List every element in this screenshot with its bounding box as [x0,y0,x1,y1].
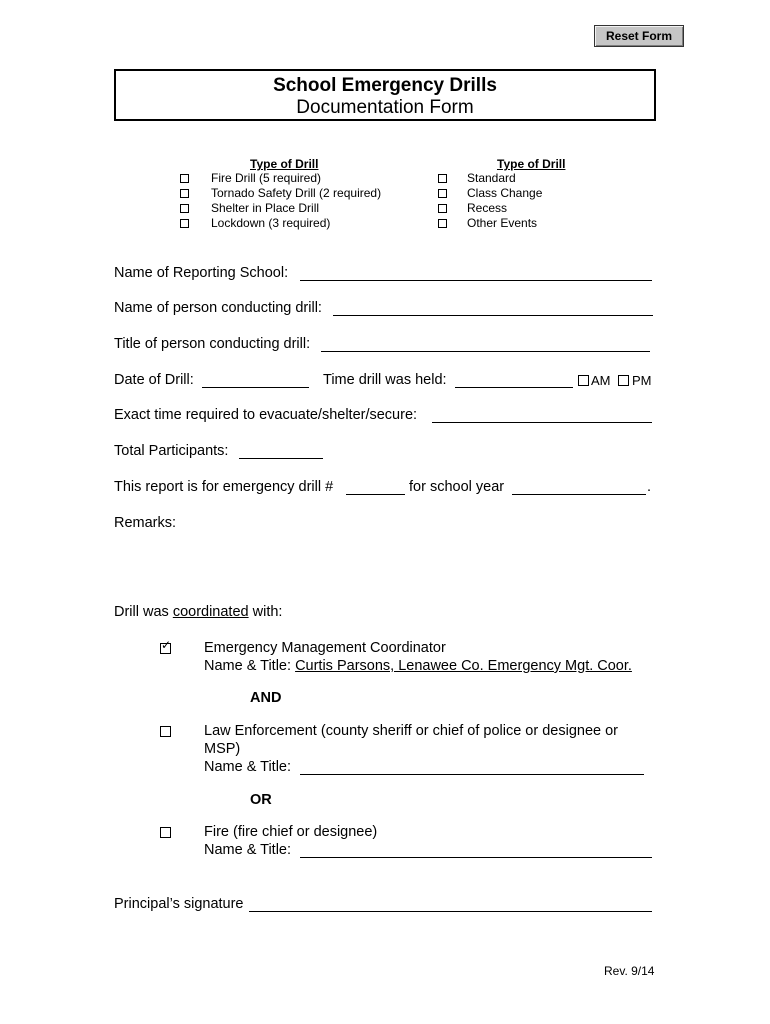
date-field[interactable] [202,387,309,388]
person-title-label: Title of person conducting drill: [114,336,311,352]
other-events-checkbox[interactable] [438,219,447,228]
date-label: Date of Drill: [114,372,194,388]
class-change-checkbox[interactable] [438,189,447,198]
form-title: School Emergency Drills [273,75,497,96]
am-checkbox[interactable] [578,375,589,386]
fire-drill-label: Fire Drill (5 required) [211,171,322,185]
recess-checkbox[interactable] [438,204,447,213]
recess-label: Recess [467,201,508,215]
tornado-drill-label: Tornado Safety Drill (2 required) [211,186,382,200]
pm-checkbox[interactable] [618,375,629,386]
check-mark-icon: ✓ [161,638,172,652]
report-end-label: . [647,479,652,495]
drill-number-field[interactable] [346,494,405,495]
person-name-field[interactable] [333,315,653,316]
law-enforcement-label-line2: MSP) [204,741,241,757]
participants-field[interactable] [239,458,323,459]
em-name-title-value: Curtis Parsons, Lenawee Co. Emergency Mgt. Coor. [295,658,632,674]
law-name-title-field[interactable] [300,774,644,775]
standard-checkbox[interactable] [438,174,447,183]
pm-label: PM [632,373,652,388]
report-prefix-label: This report is for emergency drill # [114,479,334,495]
participants-label: Total Participants: [114,443,229,459]
evac-time-field[interactable] [432,422,652,423]
em-name-title-label: Name & Title: [204,658,292,674]
class-change-label: Class Change [467,186,543,200]
coordination-heading [114,604,282,621]
or-label: OR [250,792,272,808]
evac-time-label: Exact time required to evacuate/shelter/secure: [114,407,418,423]
law-enforcement-checkbox[interactable] [160,726,171,737]
lockdown-drill-label: Lockdown (3 required) [211,216,331,230]
coordination-underlined: coordinated [172,604,249,620]
principal-signature-field[interactable] [249,911,652,912]
person-name-label: Name of person conducting drill: [114,300,322,316]
standard-label: Standard [467,171,516,185]
report-middle-label: for school year [409,479,505,495]
shelter-drill-label: Shelter in Place Drill [211,201,320,215]
fire-drill-checkbox[interactable] [180,174,189,183]
fire-name-title-field[interactable] [300,857,652,858]
remarks-label: Remarks: [114,515,177,531]
shelter-drill-checkbox[interactable] [180,204,189,213]
form-title-box [114,69,656,121]
em-coordinator-checkbox[interactable] [160,638,172,654]
revision-label: Rev. 9/14 [604,964,655,978]
reset-form-button[interactable]: Reset Form [594,25,684,47]
fire-checkbox[interactable] [160,827,171,838]
coordination-suffix: with: [252,604,283,620]
school-year-field[interactable] [512,494,646,495]
fire-label: Fire (fire chief or designee) [204,824,378,840]
am-label: AM [591,373,611,388]
other-events-label: Other Events [467,216,538,230]
em-name-title [204,658,632,675]
fire-name-title-label: Name & Title: [204,842,292,858]
time-field[interactable] [455,387,573,388]
form-subtitle: Documentation Form [296,97,474,118]
coordination-prefix: Drill was [114,604,169,620]
time-label: Time drill was held: [323,372,447,388]
school-name-label: Name of Reporting School: [114,265,289,281]
law-enforcement-label-line1: Law Enforcement (county sheriff or chief of police or designee or [204,723,619,739]
and-label: AND [250,690,282,706]
em-coordinator-label: Emergency Management Coordinator [204,640,446,656]
drill-type-heading-left: Type of Drill [250,157,319,171]
lockdown-drill-checkbox[interactable] [180,219,189,228]
principal-signature-label: Principal’s signature [114,896,244,912]
school-name-field[interactable] [300,280,652,281]
drill-type-heading-right: Type of Drill [497,157,566,171]
person-title-field[interactable] [321,351,650,352]
tornado-drill-checkbox[interactable] [180,189,189,198]
law-name-title-label: Name & Title: [204,759,292,775]
